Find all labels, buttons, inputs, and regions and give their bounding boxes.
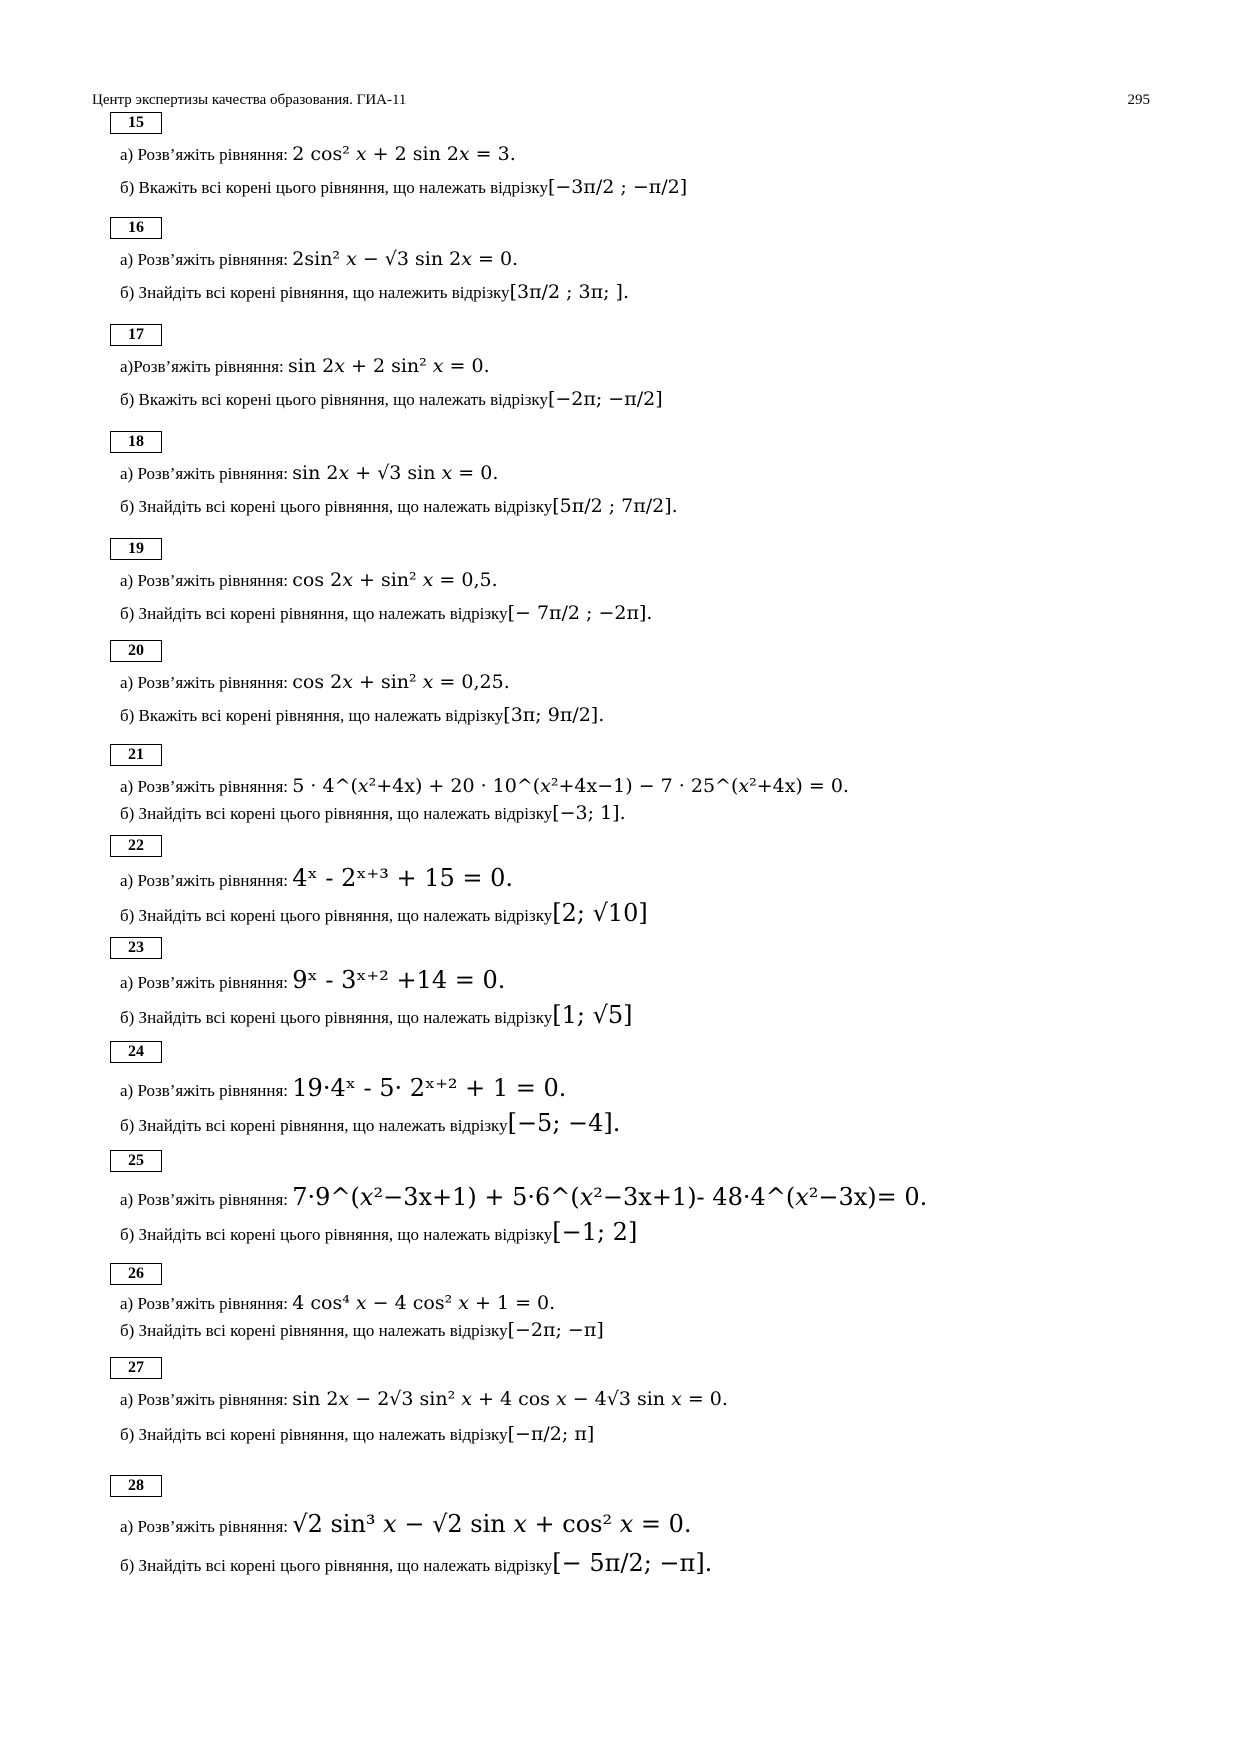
problem-16 [110,217,1110,304]
part-a: а) Розв’яжіть рівняння: 7·9^(𝑥²−3x+1) + 5·6^(𝑥²−3x+1)- 48·4^(𝑥²−3x)= 0. [120,1183,928,1211]
part-b: б) Знайдіть всі корені рівняння, що належать відрізку[−π/2; π] [120,1422,595,1445]
problem-number: 23 [110,937,162,959]
problem-21 [110,744,1110,825]
problem-27 [110,1357,1110,1446]
problem-25 [110,1150,1110,1248]
problem-number: 27 [110,1357,162,1379]
part-a: а) Розв’яжіть рівняння: 2 cos² 𝑥 + 2 sin 2𝑥 = 3. [120,143,516,165]
part-a: а)Розв’яжіть рівняння: sin 2𝑥 + 2 sin² 𝑥 = 0. [120,355,490,377]
part-b: б) Знайдіть всі корені цього рівняння, що належать відрізку[−1; 2] [120,1218,638,1247]
part-a: а) Розв’яжіть рівняння: sin 2𝑥 − 2√3 sin² 𝑥 + 4 cos 𝑥 − 4√3 sin 𝑥 = 0. [120,1388,728,1410]
problem-18 [110,431,1110,518]
problem-number: 28 [110,1475,162,1497]
problem-15 [110,112,1110,199]
part-b: б) Вкажіть всі корені рівняння, що належать відрізку[3π; 9π/2]. [120,703,605,726]
problem-number: 22 [110,835,162,857]
page-number: 295 [1127,92,1150,108]
part-b: б) Знайдіть всі корені рівняння, що належать відрізку[−2π; −π] [120,1318,604,1341]
header-title: Центр экспертизы качества образования. ГИА-11 [92,92,407,108]
part-a: а) Розв’яжіть рівняння: 2sin² 𝑥 − √3 sin 2𝑥 = 0. [120,248,519,270]
problem-number: 16 [110,217,162,239]
part-b: б) Вкажіть всі корені цього рівняння, що належать відрізку[−2π; −π/2] [120,387,663,410]
problem-24 [110,1041,1110,1139]
problem-number: 24 [110,1041,162,1063]
part-b: б) Знайдіть всі корені цього рівняння, що належать відрізку[5π/2 ; 7π/2]. [120,494,678,517]
part-b: б) Вкажіть всі корені цього рівняння, що належать відрізку[−3π/2 ; −π/2] [120,175,688,198]
problem-number: 15 [110,112,162,134]
problem-number: 18 [110,431,162,453]
part-a: а) Розв’яжіть рівняння: sin 2𝑥 + √3 sin 𝑥 = 0. [120,462,499,484]
part-b: б) Знайдіть всі корені рівняння, що належать відрізку[−5; −4]. [120,1109,621,1138]
problem-26 [110,1263,1110,1342]
part-b: б) Знайдіть всі корені цього рівняння, що належать відрізку[−3; 1]. [120,801,626,824]
part-b: б) Знайдіть всі корені цього рівняння, що належать відрізку[1; √5] [120,1001,633,1030]
part-b: б) Знайдіть всі корені цього рівняння, що належать відрізку[− 5π/2; −π]. [120,1549,713,1578]
problem-number: 25 [110,1150,162,1172]
part-b: б) Знайдіть всі корені рівняння, що належать відрізку[− 7π/2 ; −2π]. [120,601,653,624]
part-a: а) Розв’яжіть рівняння: cos 2𝑥 + sin² 𝑥 = 0,5. [120,569,498,591]
part-a: а) Розв’яжіть рівняння: 4ˣ - 2ˣ⁺³ + 15 = 0. [120,864,513,892]
part-b: б) Знайдіть всі корені цього рівняння, що належать відрізку[2; √10] [120,899,648,928]
part-b: б) Знайдіть всі корені рівняння, що належить відрізку[3π/2 ; 3π; ]. [120,280,629,303]
problem-28 [110,1475,1110,1579]
part-a: а) Розв’яжіть рівняння: 4 cos⁴ 𝑥 − 4 cos² 𝑥 + 1 = 0. [120,1292,556,1314]
problem-23 [110,937,1110,1031]
part-a: а) Розв’яжіть рівняння: 5 · 4^(𝑥²+4x) + 20 · 10^(𝑥²+4x−1) − 7 · 25^(𝑥²+4x) = 0. [120,775,849,797]
part-a: а) Розв’яжіть рівняння: 9ˣ - 3ˣ⁺² +14 = 0. [120,966,506,994]
problem-number: 26 [110,1263,162,1285]
part-a: а) Розв’яжіть рівняння: √2 sin³ 𝑥 − √2 sin 𝑥 + cos² 𝑥 = 0. [120,1510,692,1538]
part-a: а) Розв’яжіть рівняння: 19·4ˣ - 5· 2ˣ⁺² + 1 = 0. [120,1074,567,1102]
problem-number: 21 [110,744,162,766]
problem-number: 19 [110,538,162,560]
problem-number: 20 [110,640,162,662]
part-a: а) Розв’яжіть рівняння: cos 2𝑥 + sin² 𝑥 = 0,25. [120,671,510,693]
problem-number: 17 [110,324,162,346]
problem-22 [110,835,1110,929]
problem-19 [110,538,1110,625]
problem-20 [110,640,1110,727]
problem-17 [110,324,1110,411]
